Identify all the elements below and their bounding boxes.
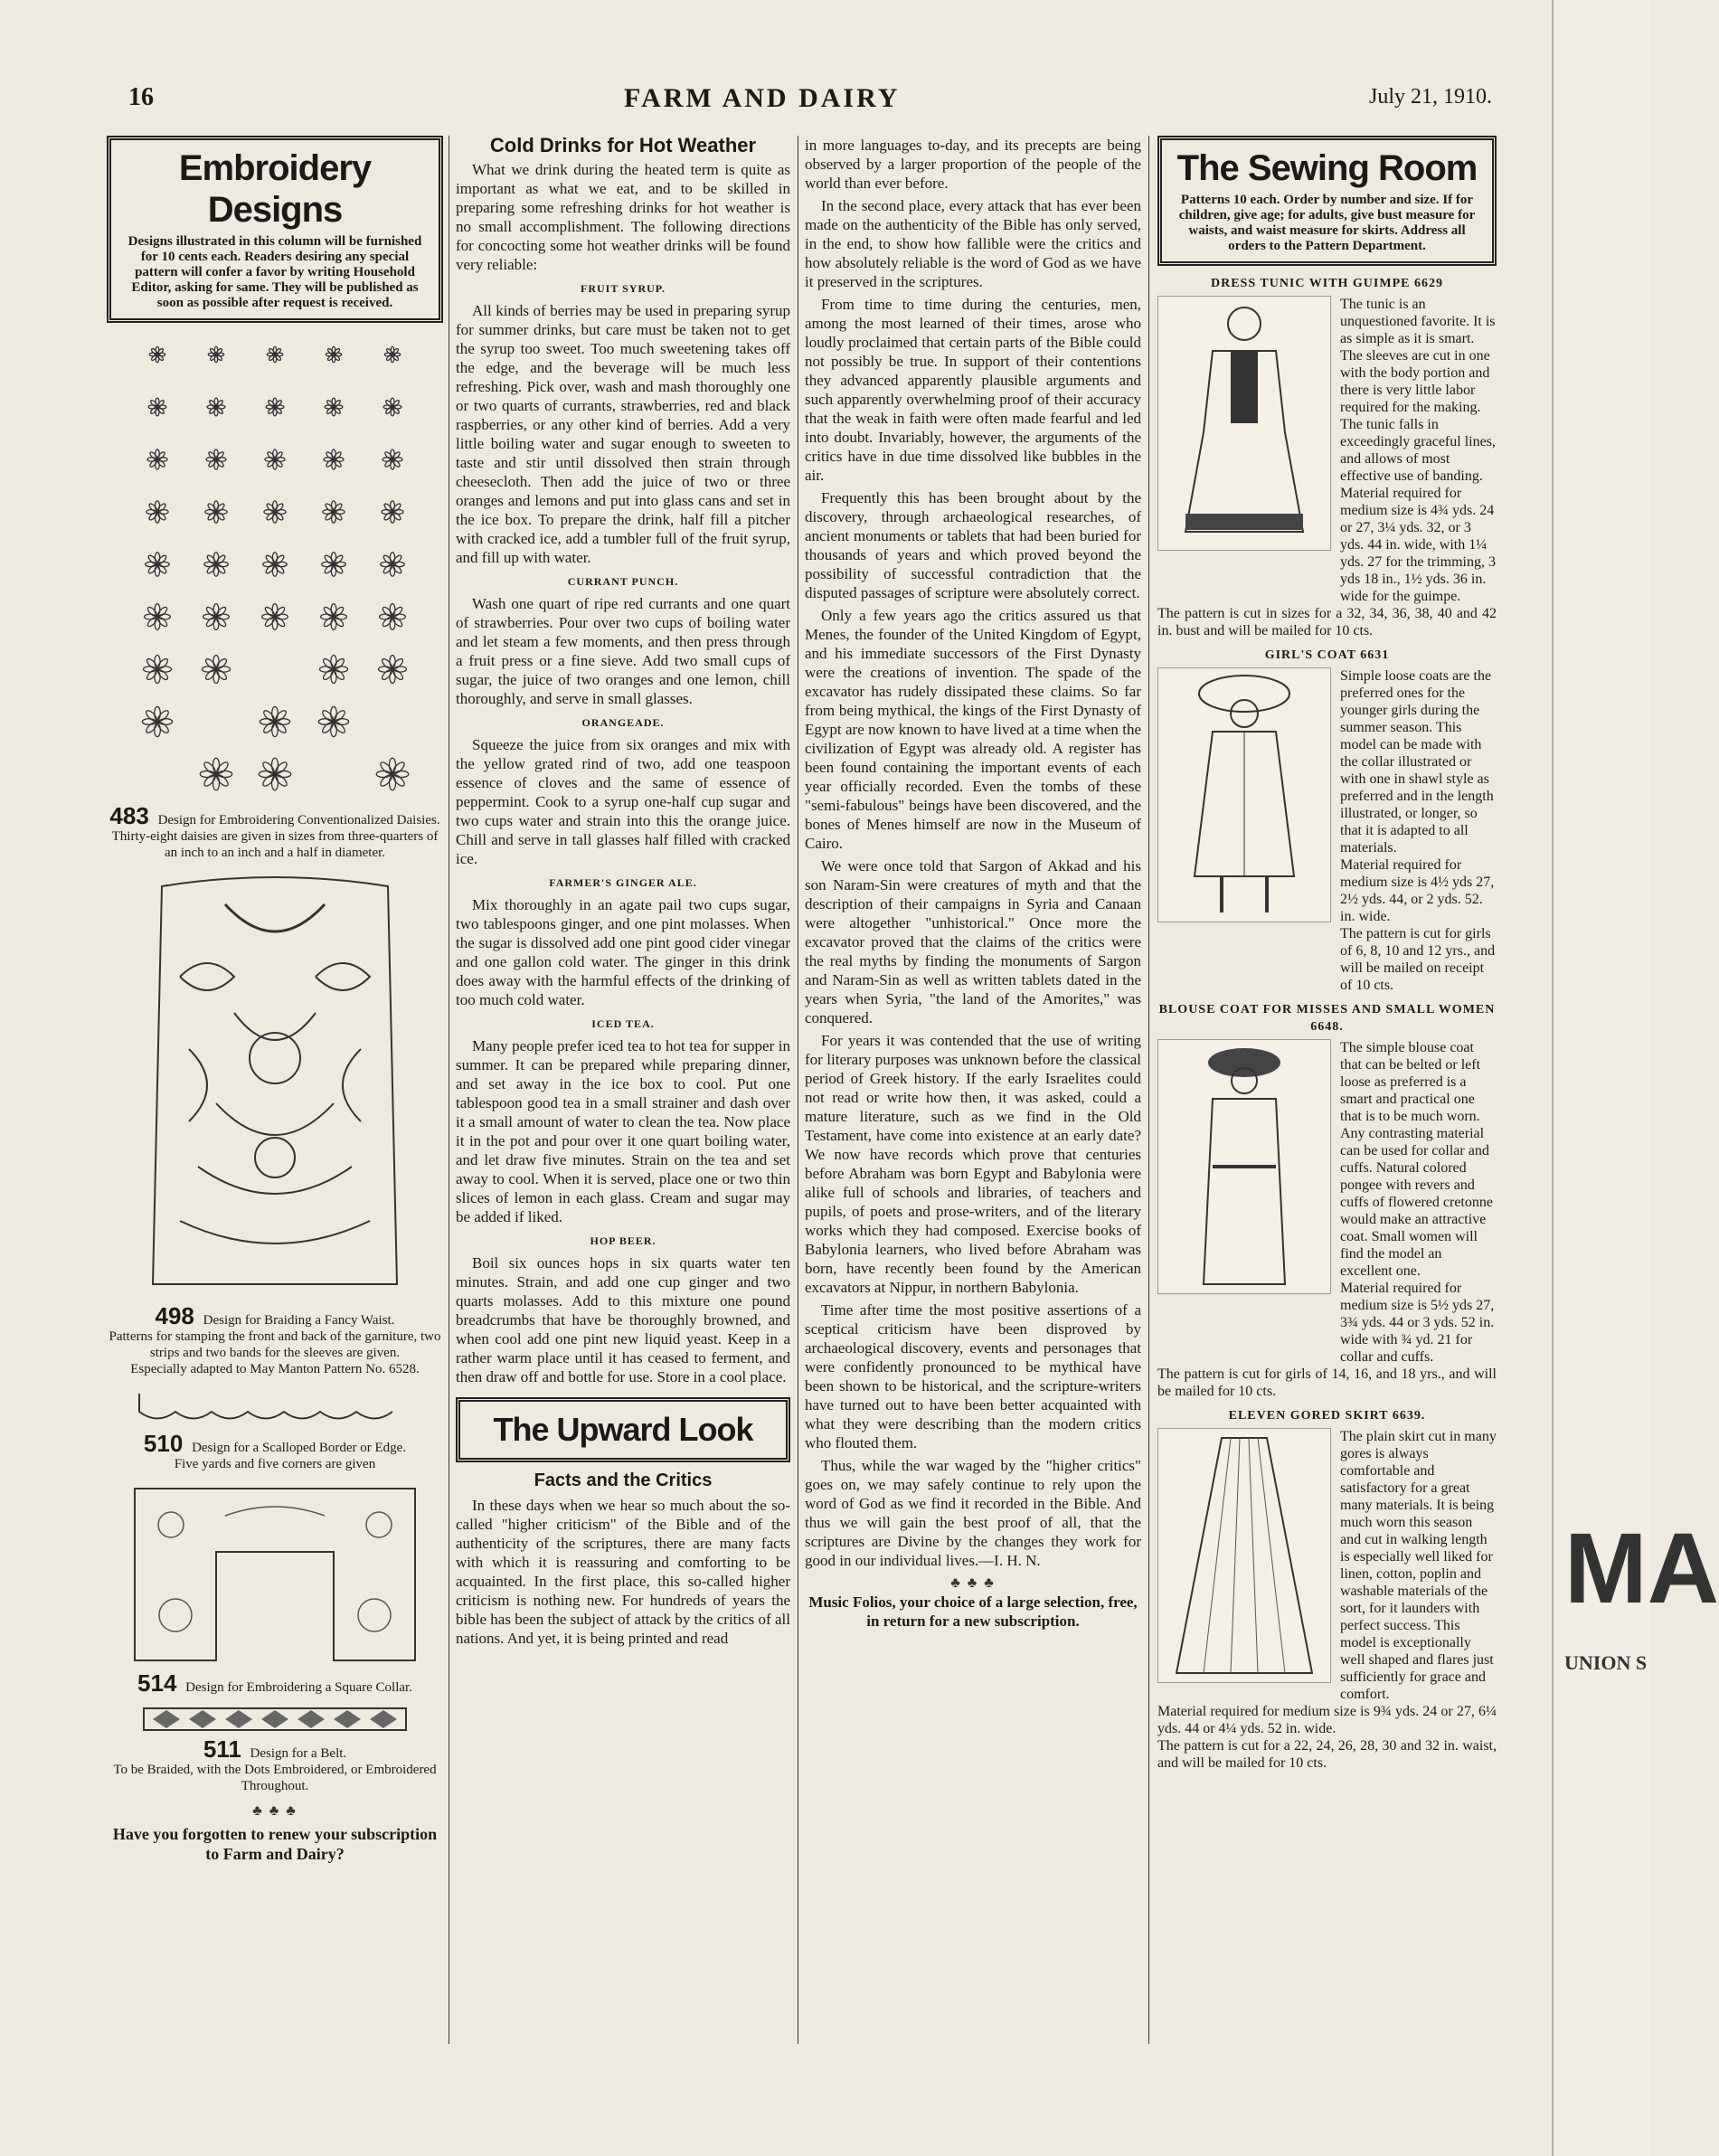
section-text: Squeeze the juice from six oranges and mix with the yellow grated rind of two, add one teaspoon essence of cloves and the same of essence of peppermint. Cook to a syrup one-half cup sugar and two cups water and strain into this the orange juice. Chill and serve in tall glasses half filled with cracked ice.	[456, 736, 790, 867]
design-title: Design for Embroidering a Square Collar.	[185, 1680, 412, 1695]
upward-look-paragraph: in more languages to-day, and its precepts are being observed by a larger proportion of the people of the world than ever before.	[805, 137, 1141, 192]
daisy-motif	[149, 346, 165, 363]
adjacent-page-union: UNION S	[1564, 1651, 1648, 1674]
design-description: Patterns for stamping the front and back of the garniture, two strips and two bands for the sleeves are given.	[109, 1329, 441, 1360]
belt-illustration	[139, 1703, 411, 1735]
daisy-motif	[382, 501, 403, 523]
daisy-motif	[383, 449, 402, 469]
daisy-motif	[318, 706, 348, 736]
dress-tunic-illustration	[1157, 296, 1331, 551]
daisy-motif	[323, 501, 345, 523]
scalloped-border-illustration	[130, 1385, 420, 1430]
daisy-motif	[207, 398, 225, 416]
daisy-motif	[262, 604, 288, 630]
pattern-title: DRESS TUNIC WITH GUIMPE 6629	[1211, 277, 1443, 290]
section-text: Wash one quart of ripe red currants and one quart of strawberries. Pour over two cups of boiling water and let steam a few moments, and then press through a fruit press or a fine sieve. Add two small cups of sugar, the juice of two oranges and one lemon, chill thoroughly, and serve in small glasses.	[456, 595, 790, 707]
daisy-motif	[206, 449, 226, 469]
pattern-item	[1157, 1001, 1497, 1400]
daisy-motif	[324, 449, 344, 469]
square-collar-illustration	[126, 1480, 424, 1669]
upward-look-paragraph: Only a few years ago the critics assured us that Menes, the founder of the United Kingdom of Egypt, and his immediate successors of the First Dynasty were the creations of invention. The spade of the excavator has rudely dissipated these claims. So far from being mythical, the kings of the First Dynasty of Egypt are now known to have lived at a time when the civilization of Egypt was already old. A register has been found containing the important events of each year officially recorded. Even the tombs of these "semi-fabulous" beings have been discovered, and the bones of Menes himself are now in the Museum of Cairo.	[805, 607, 1141, 852]
daisy-motif	[208, 346, 224, 363]
design-511-caption	[107, 1735, 443, 1794]
daisy-motif	[147, 449, 167, 469]
design-498-caption	[107, 1302, 443, 1377]
daisy-motif	[200, 758, 232, 790]
section-heading: ORANGEADE.	[581, 716, 665, 729]
daisy-motif	[267, 346, 283, 363]
section-text: Boil six ounces hops in six quarts water ten minutes. Strain, and add one cup ginger and two quarts molasses. Add to this mixture one pound breadcrumbs that have be thoroughly browned, and when cool add one pint new liquid yeast. Keep in a rather warm place until it has ceased to ferment, and then draw off and bottle for use. Store in a cool place.	[456, 1254, 790, 1385]
sewing-title: The Sewing Room	[1176, 148, 1478, 188]
section-text: Many people prefer iced tea to hot tea for supper in summer. It can be prepared while preparing dinner, and set away in the ice box to cool. Put one tablespoon good tea in a small strainer and dash over it a small amount of water to clean the tea. Now place it in the pot and pour over it one quart boiling water, and let draw five minutes. Strain on the tea and set away to cool. When it is served, place one or two thin slices of lemon in each glass. Cream and sugar may be added if liked.	[456, 1037, 790, 1225]
pattern-material: Material required for medium size is 9¾ yds. 24 or 27, 6¼ yds. 44 or 4¼ yds. 52 in. wide.	[1157, 1704, 1497, 1736]
ornament-divider: ♣ ♣ ♣	[252, 1803, 298, 1819]
page-number: 16	[128, 83, 154, 111]
section-heading: FRUIT SYRUP.	[580, 282, 666, 295]
blouse-coat-illustration	[1157, 1039, 1331, 1294]
daisy-motif	[265, 449, 285, 469]
design-description: To be Braided, with the Dots Embroidered, or Embroidered Throughout.	[113, 1763, 437, 1793]
design-number: 511	[203, 1735, 241, 1763]
pattern-item	[1157, 275, 1497, 639]
sewing-notice: Patterns 10 each. Order by number and size. If for children, give age; for adults, give bust measure for waists, and waist measure for skirts. Address all orders to the Pattern Department.	[1178, 193, 1476, 253]
upward-look-box	[456, 1397, 790, 1462]
pattern-title: GIRL'S COAT 6631	[1264, 648, 1390, 662]
section-heading: FARMER'S GINGER ALE.	[549, 876, 697, 889]
issue-date: July 21, 1910.	[1368, 85, 1492, 109]
drinks-column	[456, 136, 790, 2044]
daisy-motif	[380, 604, 406, 630]
pattern-item	[1157, 1407, 1497, 1772]
daisy-motif	[142, 706, 172, 736]
daisy-motif	[144, 656, 172, 684]
upward-look-paragraph: Thus, while the war waged by the "higher critics" goes on, we may safely continue to rely upon the word of God as we find it recorded in the Bible. And thus we will gain the best proof of all, that the scriptures are Divine by the changes they work for good in our individual lives.—I. H. N.	[805, 1457, 1141, 1569]
section-heading: HOP BEER.	[590, 1234, 656, 1247]
daisy-motif	[203, 604, 230, 630]
embroidery-title: Embroidery Designs	[178, 148, 372, 230]
daisy-motif	[148, 398, 166, 416]
sewing-header-box	[1157, 136, 1497, 266]
design-title: Design for a Scalloped Border or Edge.	[192, 1441, 407, 1455]
daisy-motif	[145, 604, 171, 630]
embroidery-notice: Designs illustrated in this column will be furnished for 10 cents each. Readers desiring any special pattern will confer a favor by writing Household Editor, asking for same. They will be published as soon as possible after request is received.	[128, 234, 422, 310]
design-510-caption	[107, 1430, 443, 1472]
section-text: Mix thoroughly in an agate pail two cups sugar, two tablespoons ginger, and one pint molasses. When the sugar is dissolved add one pint good cider vinegar and one gallon cold water. The ginger in this drink does away with the harmful effects of the drinking of too much cold water.	[456, 896, 790, 1008]
pattern-footer: The pattern is cut for girls of 6, 8, 10 and 12 yrs., and will be mailed on receipt of 10 cts.	[1340, 926, 1496, 993]
design-note: Especially adapted to May Manton Pattern No. 6528.	[130, 1362, 420, 1376]
daisy-motif	[379, 656, 407, 684]
pattern-description: Simple loose coats are the preferred ones for the younger girls during the summer season. This model can be made with the collar illustrated or with one in shawl style as preferred and in the length illustrated, or longer, so that it is adapted to all materials.	[1340, 668, 1494, 856]
upward-look-paragraph: We were once told that Sargon of Akkad and his son Naram-Sin were creatures of myth and that the description of their campaigns in Syria and Canaan were altogether "unhistorical." Once more the excavator proved that the claims of the critics were the real myths by finding the monuments of Sargon and Naram-Sin as well as written tablets dated in the years when Syria, "the land of the Amorites," was conquered.	[805, 857, 1141, 1026]
daisy-motif	[263, 553, 288, 577]
sewing-column	[1157, 136, 1497, 2044]
pattern-footer: The pattern is cut in sizes for a 32, 34, 36, 38, 40 and 42 in. bust and will be mailed for 10 cts.	[1157, 606, 1497, 638]
daisy-motif	[204, 553, 229, 577]
daisy-motif	[384, 346, 401, 363]
daisy-motif	[381, 553, 405, 577]
upward-look-subtitle: Facts and the Critics	[534, 1470, 713, 1490]
pattern-material: Material required for medium size is 4¾ yds. 24 or 27, 3¼ yds. 32, or 3 yds. 44 in. wide, with 1¼ yds. 27 for the trimming, 3 yds 18 in., 1½ yds. 36 in. wide for the guimpe.	[1340, 486, 1496, 604]
design-number: 510	[143, 1430, 184, 1457]
upward-look-paragraph: From time to time during the centuries, men, among the most learned of their times, arose who loudly proclaimed that certain parts of the Bible could not possibly be true. In support of their contentions they advanced apparently plausible arguments and such apparently overwhelming proof of their accuracy that the weak in faith were often made fearful and led into doubt. Invariably, however, the arguments of the critics have in due time dissolved like bubbles in the air.	[805, 296, 1141, 484]
daisy-motif	[266, 398, 284, 416]
section-text: All kinds of berries may be used in preparing syrup for summer drinks, but care must be taken not to get the syrup too sweet. Too much sweetening takes off the edge, and the beverage will be much less refreshing. Pick over, wash and mash thoroughly one or two quarts of currants, strawberries, red and black raspberries, or any other kind of berries. Add a very little boiling water and sugar enough to sweeten to taste and stir until dissolved then strain through cheesecloth. Then add the juice of two or three oranges and lemons and put into glass cans and set in the ice box. To prepare the drink, half fill a pitcher with cracked ice, add a tumbler full of the fruit syrup, and fill up with water.	[456, 302, 790, 566]
upward-look-paragraph: Frequently this has been brought about by the discovery, through archaeological researches, of ancient monuments or tablets that had been buried for thousands of years and which proved beyond the possibility of successful contradiction that the disputed passages of scripture were absolutely correct.	[805, 489, 1141, 601]
upward-look-paragraph: Time after time the most positive assertions of a sceptical criticism have been disproved by archaeological discovery, events and personages that were confidently pronounced to be mythical have been shown to be historical, and the scripture-writers have turned out to have been better acquainted with what they were describing than the modern critics who flouted them.	[805, 1301, 1141, 1452]
pattern-material: Material required for medium size is 5½ yds 27, 3¾ yds. 44 or 3 yds. 52 in. wide with ¾ yd. 21 for collar and cuffs.	[1340, 1281, 1495, 1365]
page-header	[118, 83, 1492, 119]
drinks-intro: What we drink during the heated term is quite as important as what we eat, and to be skilled in preparing some refreshing drinks for hot weather is no small accomplishment. The following directions for concocting some hot weather drinks will be found very reliable:	[456, 161, 790, 273]
design-title: Design for Braiding a Fancy Waist.	[203, 1313, 395, 1328]
pattern-material: Material required for medium size is 4½ yds 27, 2½ yds. 44, or 2 yds. 52. in. wide.	[1340, 857, 1495, 924]
pattern-footer: The pattern is cut for girls of 14, 16, and 18 yrs., and will be mailed for 10 cts.	[1157, 1366, 1497, 1399]
fancy-waist-illustration	[126, 868, 424, 1302]
daisy-motif	[383, 398, 401, 416]
music-folios-notice: Music Folios, your choice of a large selection, free, in return for a new subscription.	[808, 1593, 1138, 1630]
ornament-divider: ♣ ♣ ♣	[950, 1575, 996, 1591]
daisy-motif	[146, 501, 168, 523]
daisy-motif	[325, 398, 343, 416]
daisy-motif	[259, 758, 291, 790]
embroidery-column	[107, 136, 443, 2062]
embroidery-header-box	[107, 136, 443, 323]
pattern-description: The simple blouse coat that can be belted or left loose as preferred is a smart and practical one that is to be much worn. Any contrasting material can be used for collar and cuffs. Natural colored pongee with revers and cuffs of flowered cretonne would make an attractive coat. Small women will find the model an excellent one.	[1340, 1040, 1493, 1279]
design-number: 498	[155, 1302, 194, 1329]
drinks-title: Cold Drinks for Hot Weather	[489, 134, 757, 156]
daisy-motif	[376, 758, 409, 790]
daisy-motif	[321, 604, 347, 630]
design-description: Five yards and five corners are given	[174, 1457, 376, 1471]
upward-look-paragraph: For years it was contended that the use of writing for literary purposes was unknown before the classical period of Greek history. If the early Israelites could not read or write how then, it was asked, could a mature literature, such as we find in the Old Testament, have come into existence at an early date? We now have records which prove that centuries before Abraham was born Egypt and Babylonia were alike full of schools and libraries, of teachers and pupils, of poets and prose-writers, and of the literary works which they had composed. Exercise books of Babylonia learners, who lived before Abraham was born, have recently been found by the American excavators at Nippur, in northern Babylonia.	[805, 1032, 1141, 1296]
daisy-motif	[264, 501, 286, 523]
design-title: Design for Embroidering Conventionalized Daisies.	[157, 813, 440, 827]
design-description: Thirty-eight daisies are given in sizes from three-quarters of an inch to an inch and a half in diameter.	[111, 829, 439, 860]
daisy-motif	[322, 553, 346, 577]
gored-skirt-illustration	[1157, 1428, 1331, 1683]
masthead: FARM AND DAIRY	[624, 83, 901, 113]
daisy-motif	[260, 706, 289, 736]
design-number: 514	[137, 1669, 177, 1697]
upward-look-paragraph: In these days when we hear so much about the so-called "higher criticism" of the Bible and of the authenticity of the scriptures, there are many facts with which it is reassuring and comforting to be acquainted. In the first place, this so-called higher criticism is nothing new. For hundreds of years the bible has been the subject of attack by the critics of all nations. And yet, it is being printed and read	[456, 1497, 790, 1647]
daisy-motif	[326, 346, 342, 363]
renew-reminder: Have you forgotten to renew your subscription to Farm and Dairy?	[112, 1825, 438, 1863]
daisies-illustration	[130, 332, 420, 802]
section-heading: ICED TEA.	[591, 1017, 655, 1030]
pattern-description: The tunic is an unquestioned favorite. It is as simple as it is smart. The sleeves are cut in one with the body portion and there is very little labor required for the making. The tunic falls in exceedingly graceful lines, and allows of most effective use of banding.	[1340, 297, 1496, 484]
column-rule	[1148, 136, 1149, 2044]
pattern-title: ELEVEN GORED SKIRT 6639.	[1228, 1409, 1426, 1423]
daisy-motif	[320, 656, 348, 684]
upward-look-title: The Upward Look	[493, 1411, 753, 1448]
design-number: 483	[109, 802, 149, 829]
daisy-motif	[146, 553, 170, 577]
design-483-caption	[107, 802, 443, 861]
adjacent-page-letters: MA	[1564, 1513, 1719, 1624]
pattern-description: The plain skirt cut in many gores is always comfortable and satisfactory for a great many materials. It is being much worn this season and cut in walking length is especially well liked for linen, cotton, poplin and washable materials of the sort, for it launders with perfect success. This model is exceptionally well shaped and flares just sufficiently for grace and comfort.	[1340, 1429, 1497, 1702]
pattern-item	[1157, 647, 1497, 994]
pattern-title: BLOUSE COAT FOR MISSES AND SMALL WOMEN 6648.	[1158, 1003, 1496, 1034]
design-title: Design for a Belt.	[250, 1746, 347, 1761]
daisy-motif	[205, 501, 227, 523]
design-514-caption	[107, 1669, 443, 1697]
section-heading: CURRANT PUNCH.	[567, 575, 679, 588]
upward-look-continued	[805, 136, 1141, 2044]
girls-coat-illustration	[1157, 667, 1331, 922]
pattern-footer: The pattern is cut for a 22, 24, 26, 28, 30 and 32 in. waist, and will be mailed for 10 cts.	[1157, 1738, 1497, 1771]
daisy-motif	[203, 656, 231, 684]
adjacent-page-edge	[1552, 0, 1719, 2156]
upward-look-paragraph: In the second place, every attack that has ever been made on the authenticity of the Bible has only served, in the end, to show how fallible were the critics and how absolutely reliable is the word of God as we have it preserved in the scriptures.	[805, 197, 1141, 290]
